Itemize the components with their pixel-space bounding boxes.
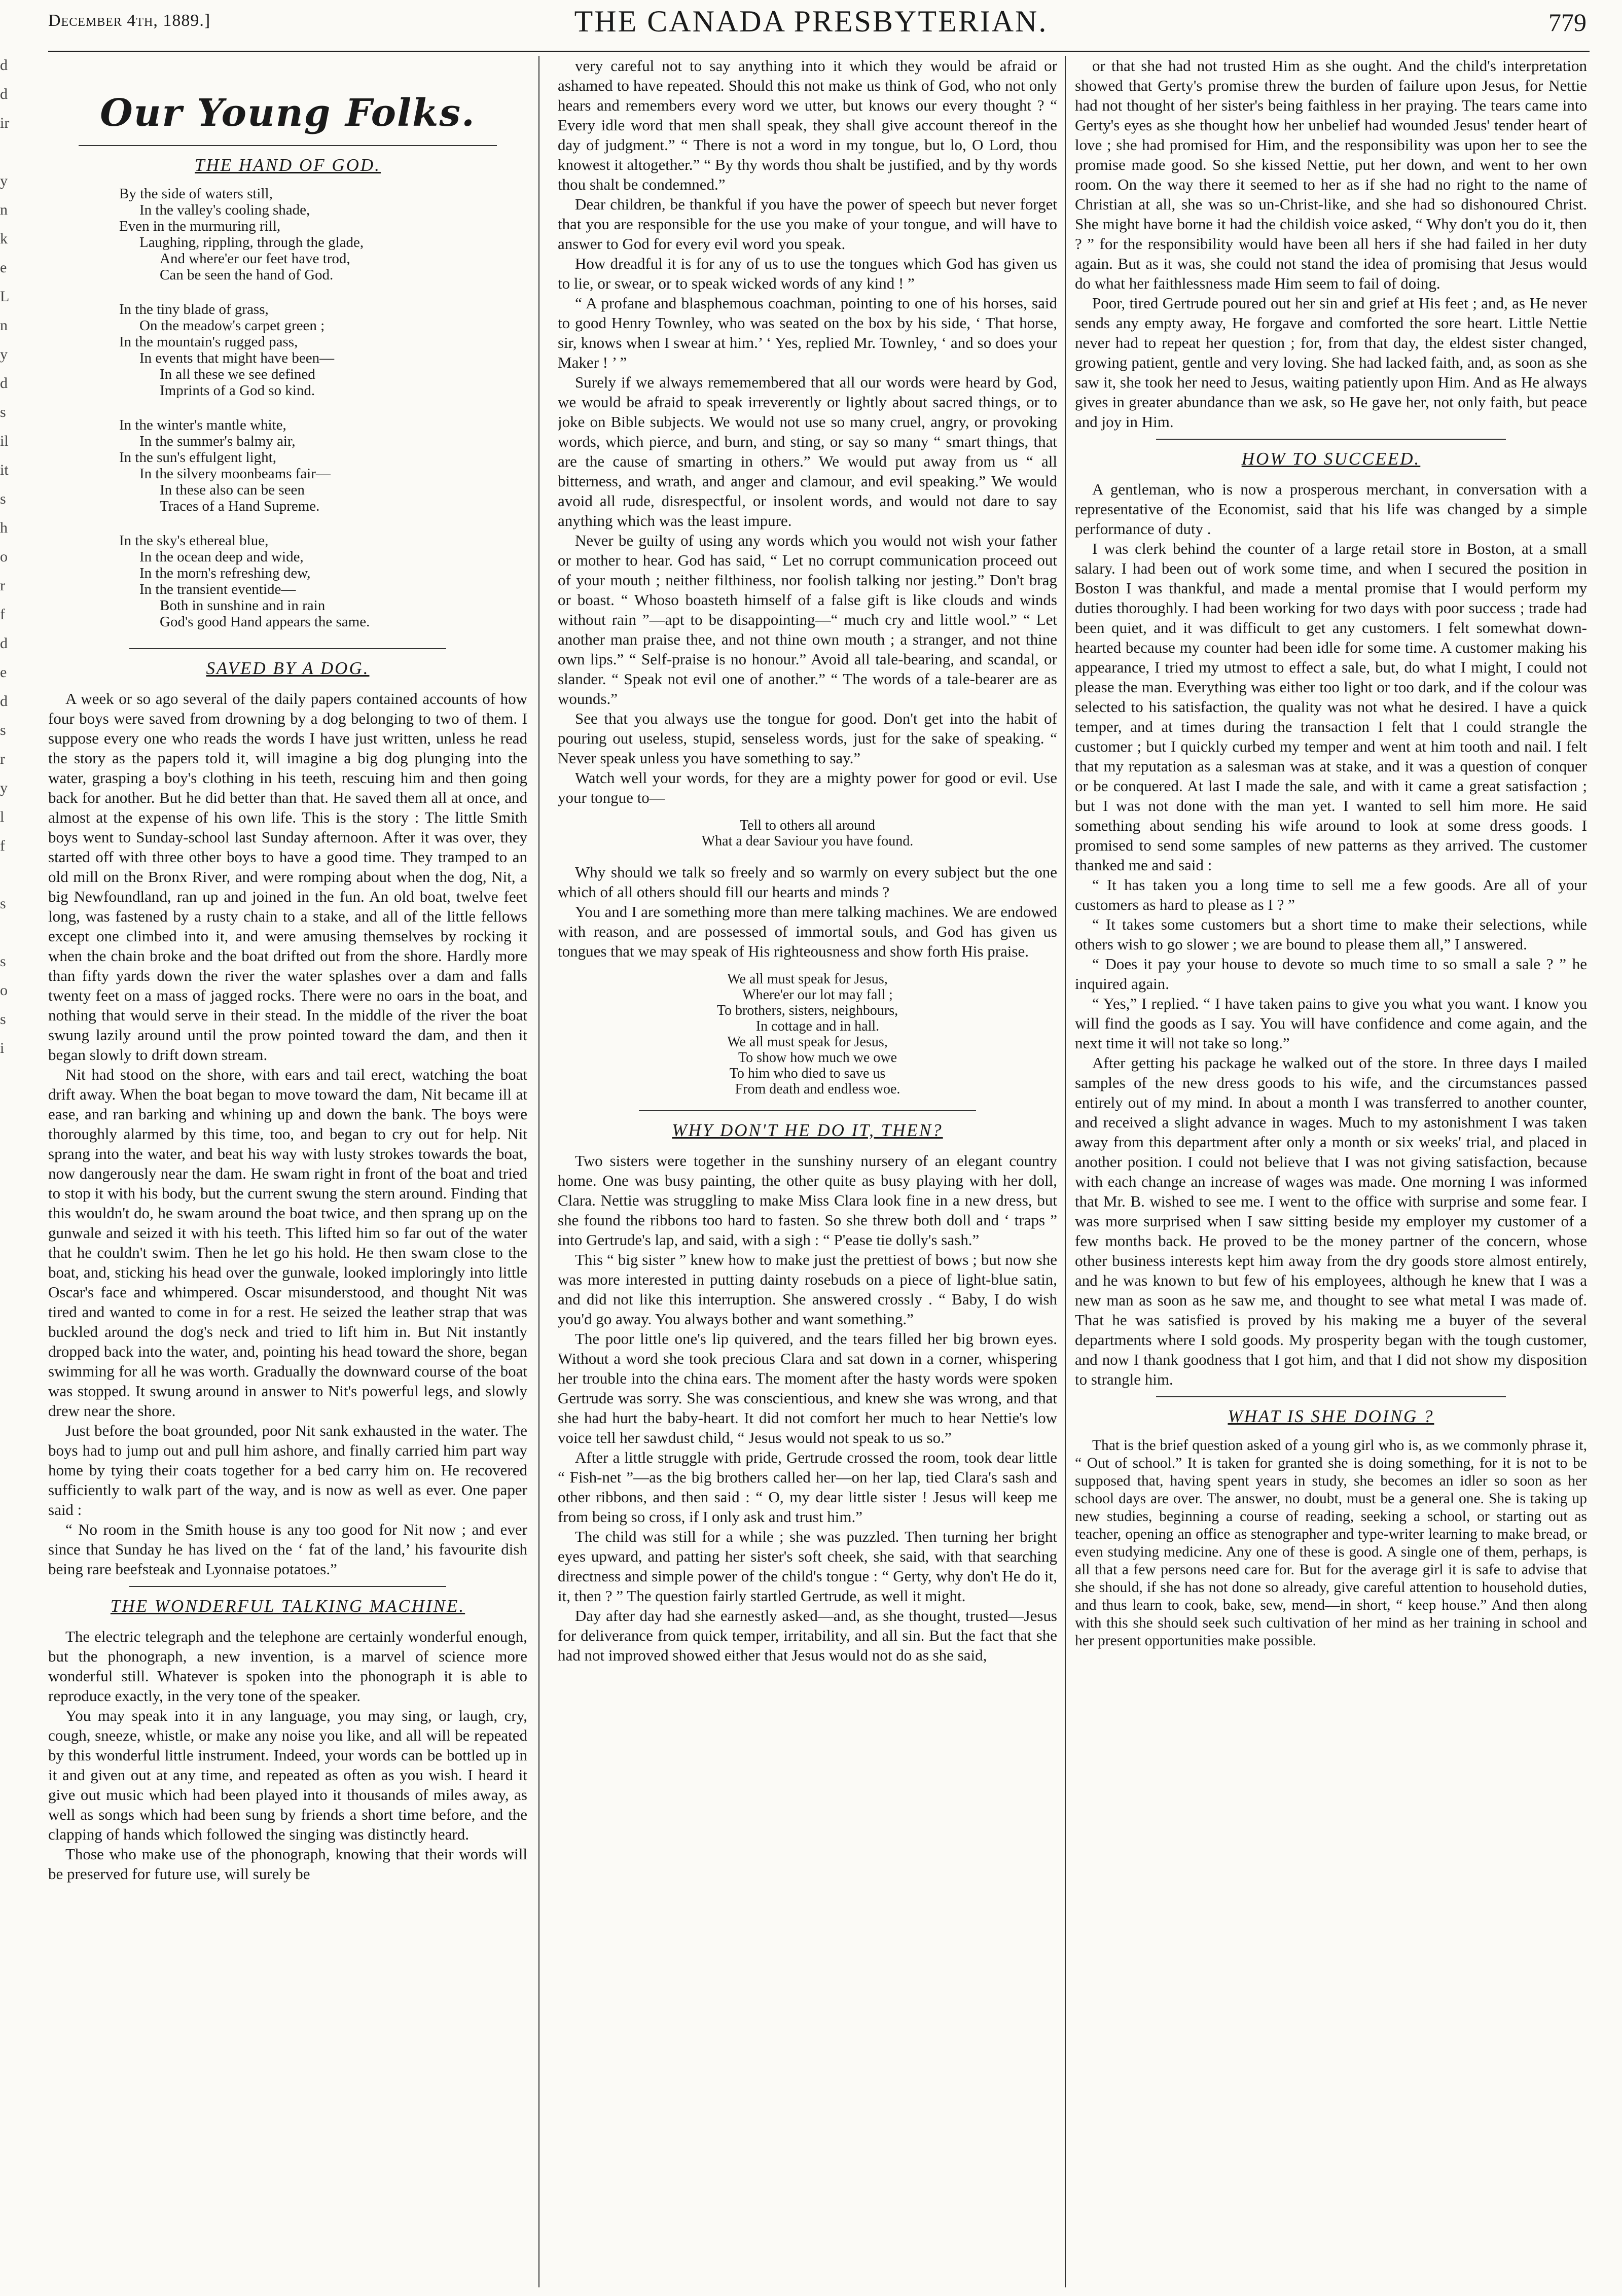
paragraph: very careful not to say anything into it which they would be afraid or ashamed to have repeated. Should this not make us think of God, who not only hears and remembers every word we utter, but knows our every thought ? “ Every idle word that men shall speak, they shall give account thereof in the day of judgment.” “ There is not a word in my tongue, but lo, O Lord, thou knowest it altogether.” “ By thy words thou shalt be justified, and by thy words thou shalt be condemned.” <box>558 57 1057 193</box>
column-1 <box>48 56 527 2282</box>
paragraph: or that she had not trusted Him as she ought. And the child's interpretation showed that Gerty's promise threw the burden of failure upon Jesus, for Nettie had not thought of her sister's being faithless in her praying. The tears came into Gerty's eyes as she thought how her unbelief had wounded Jesus' tender heart of love ; she had promised for Him, and the responsibility was upon her to see the promise made good. So she kissed Nettie, put her down, and went to her own room. On the way there it seemed to her as if she had no right to the name of Christian at all, she was so un-Christ-like, and she had so dishonoured Christ. She might have borne it had the childish voice asked, “ Why don't you do it, then ? ” for the responsibility would have been all hers if she had failed in her duty again. But as it was, she could not stand the idea of promising that Jesus would do what her faithlessness made Him seem to fail of doing. <box>1075 57 1587 292</box>
verse-line: Traces of a Hand Supreme. <box>160 498 320 514</box>
paragraph: You and I are something more than mere talking machines. We are endowed with reason, and are possessed of immortal souls, and God has given us tongues that we may speak of His righteousness and show forth His praise. <box>558 903 1057 960</box>
article-continuation-3 <box>1075 56 1587 432</box>
verse-line: In the transient eventide— <box>139 581 296 597</box>
article-title-talking-machine: THE WONDERFUL TALKING MACHINE. <box>110 1596 465 1616</box>
verse-line: In the sky's ethereal blue, <box>119 533 269 549</box>
verse-line: From death and endless woe. <box>735 1081 900 1097</box>
page-number: 779 <box>1548 8 1587 37</box>
article-title-how-to-succeed: HOW TO SUCCEED. <box>1241 449 1421 469</box>
paragraph: “ A profane and blasphemous coachman, pointing to one of his horses, said to good Henry Townley, who was seated on the box by his side, ‘ That horse, sir, knows when I swear at him.’ ‘ Yes, replied Mr. Townley, ‘ and so does your Maker ! ’ ” <box>558 294 1057 371</box>
verse-line: In the morn's refreshing dew, <box>139 565 311 581</box>
margin-fragment: d <box>0 693 8 710</box>
left-margin-fragments <box>0 51 11 1063</box>
verse-line: What a dear Saviour you have found. <box>701 833 914 849</box>
column-separator <box>538 56 539 2287</box>
paragraph: After a little struggle with pride, Gertrude crossed the room, took dear little “ Fish-net ”—as the big brothers called her—on her lap, tied Clara's sash and other ribbons, and then said : “ O, my dear little sister ! Jesus will keep me from being so cross, if I only ask and trust him.” <box>558 1449 1057 1526</box>
verse-line: In events that might have been— <box>139 350 335 366</box>
margin-fragment: L <box>0 288 10 305</box>
paragraph: “ It takes some customers but a short time to make their selections, while others wish to go slower ; we are bound to please them all,” I answered. <box>1075 915 1587 953</box>
stanza <box>119 301 527 399</box>
verse-line: In the sun's effulgent light, <box>119 449 276 466</box>
paragraph: “ No room in the Smith house is any too good for Nit now ; and ever since that Sunday he has lived on the ‘ fat of the land,’ his favourite dish being rare beefsteak and Lyonnaise potatoes.” <box>48 1521 527 1578</box>
paragraph: The child was still for a while ; she was puzzled. Then turning her bright eyes upward, and patting her sister's soft cheek, she said, with that searching directness and simple power of the child's tongue : “ Gerty, why don't He do it, it, then ? ” The question fairly startled Gertrude, as well it might. <box>558 1528 1057 1605</box>
paragraph: Surely if we always rememembered that all our words were heard by God, we would be afraid to speak irreverently or lightly about sacred things, or to joke on Bible subjects. We would not use so many cruel, angry, or provoking words, which pierce, and burn, and sting, or say so many “ smart things, that are the cause of smarting in others.” We would put away from us “ all bitterness, and wrath, and anger and clamour, and evil speaking.” We would avoid all rude, disrespectful, or insolent words, and would not dare to say anything which was the least impure. <box>558 373 1057 529</box>
margin-fragment: s <box>0 722 6 738</box>
verse-line: In the summer's balmy air, <box>139 433 296 449</box>
margin-fragment <box>0 918 11 947</box>
margin-fragment: n <box>0 317 8 334</box>
poem-hand-of-god <box>119 186 527 630</box>
paragraph: Day after day had she earnestly asked—and, as she thought, trusted—Jesus for deliverance from quick temper, irritability, and all sin. But the fact that she had not improved showed either that Jesus would not do as she said, <box>558 1607 1057 1664</box>
verse-line: Both in sunshine and in rain <box>160 597 326 614</box>
margin-fragment: n <box>0 201 8 218</box>
poem-title: THE HAND OF GOD. <box>195 155 381 175</box>
paragraph: A gentleman, who is now a prosperous merchant, in conversation with a representative of the Economist, said that his life was changed by a simple performance of duty . <box>1075 480 1587 538</box>
article-title-what-is-she-doing: WHAT IS SHE DOING ? <box>1228 1406 1434 1426</box>
section-rule <box>129 648 446 649</box>
section-rule <box>129 1586 446 1587</box>
verse-line: In these also can be seen <box>160 482 305 498</box>
column-separator <box>1065 56 1066 2287</box>
verse-line: By the side of waters still, <box>119 186 273 202</box>
margin-fragment: s <box>0 404 6 420</box>
margin-fragment: o <box>0 548 8 565</box>
verse-line: Laughing, rippling, through the glade, <box>139 234 364 251</box>
margin-fragment: ir <box>0 115 10 131</box>
paragraph: “ Does it pay your house to devote so much time to so small a sale ? ” he inquired again. <box>1075 955 1587 993</box>
verse-line: Imprints of a God so kind. <box>160 382 315 399</box>
paragraph: After getting his package he walked out of the store. In three days I mailed samples of the new dress goods to his wife, and the circumstances passed entirely out of my mind. In about a month I was transferred to another counter, and received a slight advance in wages. Much to my astonishment I was taken away from this department after only a month or six weeks' trial, and placed in another position. I could not believe that I was not giving satisfaction, because with each change an increase of wages was made. One morning I was informed that Mr. B. wished to see me. I went to the office with surprise and some fear. I was more surprised when I saw sitting beside my employer my customer of a few months back. He proved to be the money partner of the concern, whose other business interests kept him away from the dry goods store almost entirely, and he was known to but few of his employees, although he knew that I was a new man as soon as he saw me, and thought to see what metal I was made of. That he was satisfied is proved by his making me a buyer of the several departments where I sold goods. My prosperity began with the tough customer, and now I thank goodness that I got him, and that I did not show my disposition to strangle him. <box>1075 1054 1587 1388</box>
section-rule <box>1156 1396 1506 1397</box>
stanza <box>119 186 527 283</box>
column-2 <box>558 56 1057 2282</box>
paragraph: Just before the boat grounded, poor Nit sank exhausted in the water. The boys had to jump out and pull him ashore, and finally carried him part way home by tying their coats together for a bed carry him on. He recovered sufficiently to walk part of the way, and is now as well as ever. One paper said : <box>48 1422 527 1518</box>
paragraph: Watch well your words, for they are a mighty power for good or evil. Use your tongue to— <box>558 769 1057 806</box>
margin-fragment: r <box>0 577 5 594</box>
paragraph: Two sisters were together in the sunshiny nursery of an elegant country home. One was busy painting, the other quite as busy playing with her doll, Clara. Nettie was struggling to make Miss Clara look fine in a new dress, but she found the ribbons too hard to fasten. So she threw both doll and ‘ traps ” into Gertrude's lap, and said, with a sigh : “ P'ease tie dolly's sash.” <box>558 1152 1057 1249</box>
article-title-why-dont-he: WHY DON'T HE DO IT, THEN? <box>672 1120 943 1140</box>
verse-speak-for-jesus <box>558 971 1057 1097</box>
verse-line: In the ocean deep and wide, <box>139 549 304 565</box>
verse-line: In the mountain's rugged pass, <box>119 334 298 350</box>
paragraph: “ It has taken you a long time to sell me a few goods. Are all of your customers as hard to please as I ? ” <box>1075 876 1587 913</box>
stanza <box>119 417 527 514</box>
paragraph: Why should we talk so freely and so warmly on every subject but the one which of all others should fill our hearts and minds ? <box>558 863 1057 901</box>
paragraph: A week or so ago several of the daily papers contained accounts of how four boys were saved from drowning by a dog belonging to two of them. I suppose every one who reads the words I have just written, unless he read the story as the papers told it, will imagine a big dog plunging into the water, grasping a boy's clothing in his teeth, rescuing him and then going back for another. But he did better than that. He saved them all at once, and almost at the expense of his own life. This is the story : The little Smith boys went to Sunday-school last Sunday afternoon. After it was over, they started off with three other boys to have a good time. They tramped to an old mill on the Bronx River, and were romping about when the dog, Nit, a big Newfoundland, ran up and joined in the fun. An old boat, twelve feet long, was fastened by a rusty chain to a stake, and all of the little fellows except one climbed into it, and were amusing themselves by rocking it when the chain broke and the boat drifted out from the shore. Hardly more than fifty yards down the river the water splashes over a dam and falls twenty feet on a mass of jagged rocks. There were no oars in the boat, and nothing that would serve in their stead. In the middle of the river the boat swung lazily around until the prow pointed toward the dam, and then it began slowly to drift down stream. <box>48 690 527 1064</box>
column-3 <box>1075 56 1587 2282</box>
section-rule <box>639 1110 976 1111</box>
margin-fragment: h <box>0 519 8 536</box>
margin-fragment: e <box>0 259 7 276</box>
article-continuation <box>558 56 1057 807</box>
verse-line: In the winter's mantle white, <box>119 417 286 433</box>
paragraph: This “ big sister ” knew how to make just the prettiest of bows ; but now she was more interested in putting dainty rosebuds on a piece of light-blue satin, and did not like this interruption. She answered crossly . “ Baby, I do wish you'd go away. You always bother and want something.” <box>558 1251 1057 1328</box>
verse-line: We all must speak for Jesus, <box>727 1034 888 1050</box>
margin-fragment: o <box>0 982 8 999</box>
verse-line: On the meadow's carpet green ; <box>139 317 325 334</box>
section-rule <box>1156 439 1506 440</box>
paragraph: Those who make use of the phonograph, knowing that their words will be preserved for future use, will surely be <box>48 1845 527 1883</box>
verse-line: And where'er our feet have trod, <box>160 251 350 267</box>
margin-fragment: d <box>0 635 8 652</box>
article-how-to-succeed <box>1075 479 1587 1389</box>
verse-line: We all must speak for Jesus, <box>727 971 888 987</box>
margin-fragment: e <box>0 664 7 681</box>
verse-line: To show how much we owe <box>738 1050 897 1066</box>
article-saved-by-a-dog <box>48 689 527 1579</box>
paragraph: The poor little one's lip quivered, and the tears filled her big brown eyes. Without a word she took precious Clara and sat down in a corner, whispering her trouble into the china ears. The moment after the hasty words were spoken Gertrude was sorry. She was conscientious, and knew she was wrong, and that she had hurt the baby-heart. It did not comfort her much to hear Nettie's low voice tell her sawdust child, “ Jesus would not speak to us so.” <box>558 1330 1057 1446</box>
margin-fragment <box>0 137 11 166</box>
verse-line: Tell to others all around <box>739 818 876 833</box>
article-title-saved-by-a-dog: SAVED BY A DOG. <box>206 658 370 678</box>
paragraph: “ Yes,” I replied. “ I have taken pains to give you what you want. I know you will find the goods as I say. You will have confidence and come again, and the next time it will not take so long.” <box>1075 995 1587 1052</box>
article-what-is-she-doing <box>1075 1437 1587 1650</box>
paragraph: I was clerk behind the counter of a large retail store in Boston, at a small salary. I had been out of work some time, and when I secured the position in Boston I was thankful, and made a mental promise that I would perform my duties thoroughly. I had been working for two days with poor success ; trade had been quiet, and it was difficult to get any customers. I felt somewhat down-hearted because my counter had been idle for some time. A customer making his appearance, I tried my utmost to effect a sale, but, do what I might, I could not please the man. Everything was either too light or too dark, and if the colour was selected to his satisfaction, the quality was not what he desired. I have a quick temper, and at times during the transaction I felt that I could strangle the customer ; but I quickly curbed my temper and went at him tooth and nail. I felt that my reputation as a salesman was at stake, and it was a question of conquer or be conquered. At last I made the sale, and with it came a great satisfaction ; but I was not done with the man yet. I wanted to sell him more. He said something about sending his wife around to look at some dress goods. I promised to send some samples of new patterns as they arrived. The customer thanked me and said : <box>1075 540 1587 874</box>
margin-fragment: d <box>0 57 8 74</box>
verse-tell-to-others <box>558 818 1057 849</box>
paragraph: Poor, tired Gertrude poured out her sin and grief at His feet ; and, as He never sends any empty away, He forgave and comforted the sore heart. Little Nettie never had to repeat her question ; for, from that day, the eldest sister changed, growing patient, gentle and very loving. She had lacked faith, and, as soon as she saw it, she took her need to Jesus, waiting patiently upon Him. And as He always gives in greater abundance than we ask, so He gave her, not only faith, but peace and joy in Him. <box>1075 294 1587 431</box>
margin-fragment: il <box>0 433 9 449</box>
verse-line: In the silvery moonbeams fair— <box>139 466 331 482</box>
article-talking-machine <box>48 1627 527 1884</box>
verse-line: In the tiny blade of grass, <box>119 301 269 317</box>
verse-line: Even in the murmuring rill, <box>119 218 281 234</box>
paragraph: Dear children, be thankful if you have the power of speech but never forget that you are responsible for the use you make of your tongue, and will have to answer to God for every evil word you speak. <box>558 195 1057 253</box>
title-rule <box>79 145 497 146</box>
paragraph: The electric telegraph and the telephone are certainly wonderful enough, but the phonograph, a new invention, is a marvel of science more wonderful still. Whatever is spoken into the phonograph it is able to reproduce exactly, in the very tone of the speaker. <box>48 1628 527 1705</box>
verse-line: Where'er our lot may fall ; <box>742 987 893 1003</box>
margin-fragment: d <box>0 86 8 102</box>
issue-date: December 4th, 1889.] <box>48 11 211 30</box>
margin-fragment: s <box>0 895 6 912</box>
paragraph: See that you always use the tongue for good. Don't get into the habit of pouring out useless, stupid, senseless words, just for the sake of speaking. “ Never speak unless you have something to say.” <box>558 710 1057 767</box>
paragraph: Nit had stood on the shore, with ears and tail erect, watching the boat drift away. When the boat began to move toward the dam, Nit became ill at ease, and ran barking and whining up and down the bank. The boys were thoroughly alarmed by this time, too, and began to cry out for help. Nit sprang into the water, and beat his way with lusty strokes towards the boat, now dangerously near the dam. He swam right in front of the boat and tried to stop it with his body, but the current swung the stern around. Finding that this wouldn't do, he swam around the boat twice, and then sprang up on the gunwale and seized it with his teeth. This lifted him so far out of the water that he couldn't swim. Then he let go his hold. He then swam close to the boat, and, sticking his head over the gunwale, looked imploringly into little Oscar's face and whimpered. Oscar misunderstood, and thought Nit was tired and wanted to come in for a rest. He seized the leather strap that was buckled around the dog's neck and tried to lift him in. But Nit instantly dropped back into the water, and, pointing his head toward the shore, began swimming for all he was worth. Gradually the downward course of the boat was stopped. It swung around in answer to Nit's powerful legs, and slowly drew near the shore. <box>48 1066 527 1420</box>
paragraph: How dreadful it is for any of us to use the tongues which God has given us to lie, or swear, or to speak wicked words of any kind ! ” <box>558 255 1057 292</box>
margin-fragment: it <box>0 462 9 478</box>
page-header <box>0 0 1622 56</box>
margin-fragment: s <box>0 490 6 507</box>
article-continuation-2 <box>558 862 1057 961</box>
paragraph: Never be guilty of using any words which you would not wish your father or mother to hear. God has said, “ Let no corrupt communication proceed out of your mouth ; neither filthiness, nor foolish talking nor jesting.” Don't brag or boast. “ Whoso boasteth himself of a false gift is like clouds and winds without rain ”—apt to be disappointing—“ much cry and little wool.” “ Let another man praise thee, and not thine own mouth ; a stranger, and not thine own lips.” “ Self-praise is no honour.” Avoid all tale-bearing, and scandal, or slander. “ Speak not evil one of another.” “ The words of a tale-bearer are as wounds.” <box>558 532 1057 708</box>
stanza <box>119 533 527 630</box>
verse-line: God's good Hand appears the same. <box>160 614 370 630</box>
verse-line: In all these we see defined <box>160 366 315 382</box>
margin-fragment: r <box>0 751 5 767</box>
verse-line: To brothers, sisters, neighbours, <box>716 1003 898 1018</box>
margin-fragment: d <box>0 375 8 392</box>
margin-fragment: s <box>0 953 6 970</box>
margin-fragment: y <box>0 780 8 796</box>
margin-fragment: s <box>0 1011 6 1028</box>
margin-fragment: i <box>0 1040 5 1056</box>
margin-fragment: y <box>0 346 8 363</box>
article-why-dont-he <box>558 1151 1057 1665</box>
masthead-title: THE CANADA PRESBYTERIAN. <box>574 5 1048 38</box>
section-title: Our Young Folks. <box>100 91 476 135</box>
margin-fragment: f <box>0 606 5 623</box>
margin-fragment: k <box>0 230 8 247</box>
paragraph: You may speak into it in any language, you may sing, or laugh, cry, cough, sneeze, whistle, or make any noise you like, and all will be repeated by this wonderful little instrument. Indeed, your words can be bottled up in it and given out at any time, and repeated as often as you wish. I heard it give out music which had been played into it thousands of miles away, as well as songs which had been sung by friends a short time before, and the clapping of hands which followed the singing was distinctly heard. <box>48 1707 527 1843</box>
verse-line: In cottage and in hall. <box>755 1018 880 1034</box>
verse-line: Can be seen the hand of God. <box>160 267 334 283</box>
paragraph: That is the brief question asked of a young girl who is, as we commonly phrase it, “ Out of school.” It is taken for granted she is doing something, for it is not to be supposed that, having spent years in study, she becomes an idler so soon as her school days are over. The answer, no doubt, must be a general one. She is taking up new studies, beginning a course of reading, seeking a school, or starting out as teacher, opening an office as stenographer and type-writer learning to make bread, or even studying medicine. Any one of these is good. A single one of them, perhaps, is all that a few persons need care for. But for the average girl it is safe to advise that she should, if she has not done so already, give careful attention to household duties, and thus learn to cook, bake, sew, mend—in short, “ keep house.” And then along with this she should seek such cultivation of her mind as her training in school and her present opportunities make possible. <box>1075 1437 1587 1649</box>
margin-fragment: l <box>0 808 5 825</box>
verse-line: To him who died to save us <box>729 1066 886 1081</box>
margin-fragment <box>0 860 11 889</box>
margin-fragment: y <box>0 172 8 189</box>
header-rule <box>48 51 1590 52</box>
margin-fragment: f <box>0 837 5 854</box>
verse-line: In the valley's cooling shade, <box>139 202 310 218</box>
